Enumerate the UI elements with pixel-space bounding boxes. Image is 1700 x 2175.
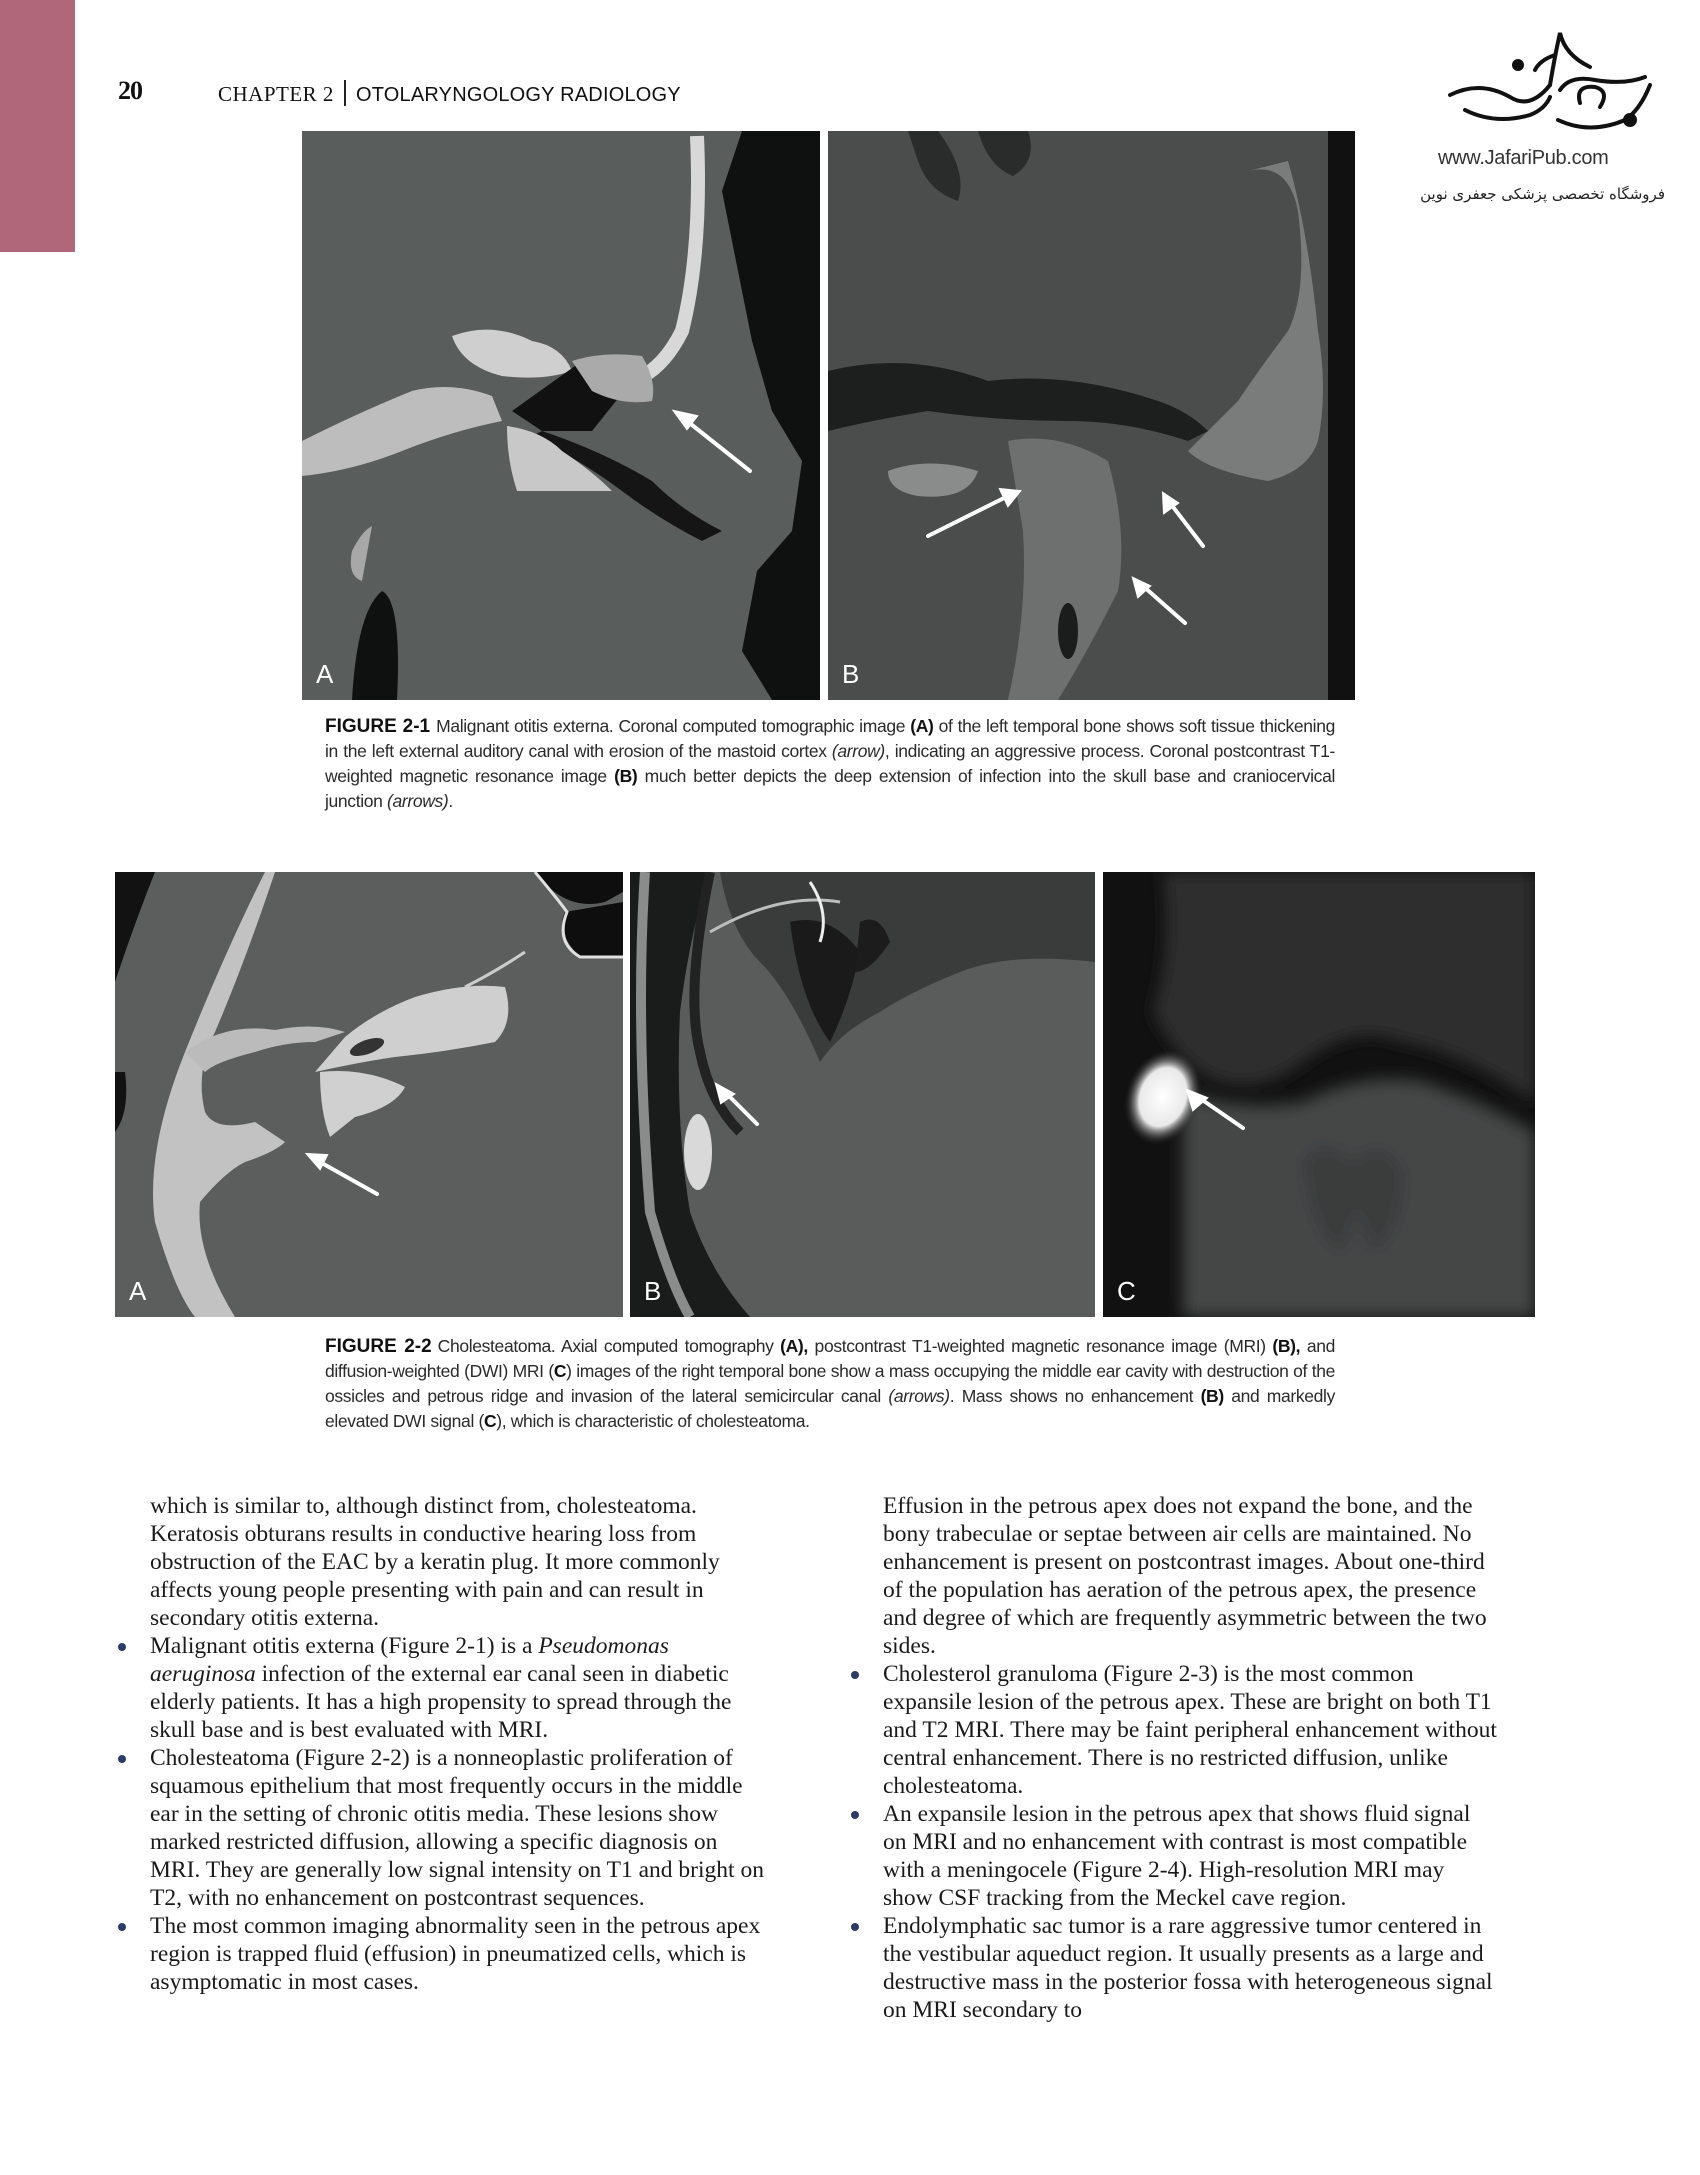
list-item — [115, 1744, 765, 1912]
bullet-icon — [118, 1923, 126, 1931]
panel-label: C — [1117, 1276, 1136, 1306]
mri-coronal-image — [828, 131, 1355, 700]
list-item — [848, 1800, 1498, 1912]
caption-text: and diffusion-weighted (DWI) MRI ( — [325, 1336, 1335, 1381]
mri-t1-postcontrast-image — [630, 872, 1095, 1317]
list-item — [115, 1632, 765, 1744]
ct-coronal-image — [302, 131, 820, 700]
chapter-label: CHAPTER 2 — [218, 82, 334, 106]
caption-text: of the left temporal bone shows soft tissue thickening in the left external auditory canal with erosion of the mastoid cortex — [325, 716, 1335, 761]
caption-panel-ref: (B) — [1200, 1386, 1224, 1406]
header-divider — [344, 80, 346, 106]
caption-panel-ref: C — [483, 1411, 497, 1431]
figure-2-2-caption — [325, 1334, 1335, 1434]
list-item-text: Cholesterol granuloma (Figure 2-3) is the most common expansile lesion of the petrous apex. These are bright on both T1 and T2 MRI. There may be faint peripheral enhancement without central enhancement. There is no restricted diffusion, unlike cholesteatoma. — [883, 1661, 1497, 1799]
bullet-icon — [118, 1755, 126, 1763]
caption-text: postcontrast T1-weighted magnetic resonance image (MRI) — [807, 1336, 1273, 1356]
caption-text: much better depicts the deep extension of infection into the skull base and craniocervical junction — [325, 766, 1335, 811]
list-item-text: Malignant otitis externa (Figure 2-1) is a — [150, 1633, 539, 1659]
chapter-title: OTOLARYNGOLOGY RADIOLOGY — [355, 84, 681, 106]
panel-label: B — [644, 1276, 662, 1306]
bullet-icon — [118, 1643, 126, 1651]
figure-2-2-panel-b — [630, 872, 1095, 1317]
page-number: 20 — [118, 76, 142, 105]
caption-panel-ref: (A), — [780, 1336, 808, 1356]
caption-panel-ref: (B), — [1272, 1336, 1301, 1356]
figure-2-1-panel-a — [302, 131, 820, 700]
caption-panel-ref: C — [553, 1361, 567, 1381]
list-item-text: infection of the external ear canal seen in diabetic elderly patients. It has a high propensity to spread through the skull base and is best evaluated with MRI. — [150, 1661, 732, 1743]
list-item-text: Cholesteatoma (Figure 2-2) is a nonneoplastic proliferation of squamous epithelium that most frequently occurs in the middle ear in the setting of chronic otitis media. These lesions show marked restricted diffusion, allowing a specific diagnosis on MRI. They are generally low signal intensity on T1 and bright on T2, with no enhancement on postcontrast sequences. — [150, 1745, 764, 1911]
caption-text: . — [448, 791, 453, 811]
bullet-icon — [851, 1671, 859, 1679]
publisher-url: www.JafariPub.com — [1438, 147, 1609, 169]
paragraph-continuation: which is similar to, although distinct from, cholesteatoma. Keratosis obturans results in conductive hearing loss from obstruction of the EAC by a keratin plug. It more commonly affects young people presenting with pain and can result in secondary otitis externa. — [150, 1493, 720, 1631]
bullet-icon — [851, 1811, 859, 1819]
caption-text: and markedly elevated DWI signal ( — [325, 1386, 1335, 1431]
ct-axial-image — [115, 872, 623, 1317]
body-column-right — [848, 1492, 1498, 2024]
figure-2-2-panel-a — [115, 872, 623, 1317]
panel-label: A — [129, 1276, 147, 1306]
list-item-text: An expansile lesion in the petrous apex that shows fluid signal on MRI and no enhancement with contrast is most compatible with a meningocele (Figure 2-4). High-resolution MRI may show CSF tracking from the Meckel cave region. — [883, 1801, 1471, 1911]
running-head — [218, 80, 681, 107]
arrow-icon — [687, 421, 750, 471]
list-item — [115, 1912, 765, 1996]
list-item-text: The most common imaging abnormality seen in the petrous apex region is trapped fluid (effusion) in pneumatized cells, which is asymptomatic in most cases. — [150, 1913, 761, 1995]
caption-text: . Mass shows no enhancement — [949, 1386, 1201, 1406]
figure-label: FIGURE 2-2 — [325, 1336, 432, 1357]
caption-arrow-ref: (arrows) — [888, 1386, 950, 1406]
caption-arrow-ref: (arrows) — [387, 791, 449, 811]
figure-2-1-caption — [325, 714, 1335, 814]
publisher-watermark — [1420, 25, 1670, 203]
list-item — [848, 1912, 1498, 2024]
panel-label: B — [842, 659, 860, 689]
figure-2-1-panel-b — [828, 131, 1355, 700]
caption-text: Malignant otitis externa. Coronal computed tomographic image — [436, 716, 911, 736]
chapter-accent-tab — [0, 0, 75, 252]
list-item — [848, 1660, 1498, 1800]
caption-text: , indicating an aggressive process. Coronal postcontrast T1-weighted magnetic resonance image — [325, 741, 1335, 786]
caption-panel-ref: (B) — [614, 766, 638, 786]
paragraph-continuation: Effusion in the petrous apex does not expand the bone, and the bony trabeculae or septae between air cells are maintained. No enhancement is present on postcontrast images. About one-third of the population has aeration of the petrous apex, the presence and degree of which are frequently asymmetric between the two sides. — [883, 1493, 1487, 1659]
panel-label: A — [316, 659, 334, 689]
calligraphy-logo-icon — [1440, 25, 1660, 140]
figure-2-2-panel-c — [1103, 872, 1535, 1317]
caption-text: ), which is characteristic of cholesteatoma. — [496, 1411, 810, 1431]
bullet-icon — [851, 1923, 859, 1931]
species-name: Pseudomonas aeruginosa — [150, 1633, 669, 1687]
list-item-text: Endolymphatic sac tumor is a rare aggressive tumor centered in the vestibular aqueduct region. It usually presents as a large and destructive mass in the posterior fossa with heterogeneous signal on MRI secondary to — [883, 1913, 1493, 2023]
body-column-left — [115, 1492, 765, 1996]
caption-text: Cholesteatoma. Axial computed tomography — [437, 1336, 781, 1356]
figure-label: FIGURE 2-1 — [325, 716, 431, 737]
caption-panel-ref: (A) — [910, 716, 934, 736]
caption-text: ) images of the right temporal bone show a mass occupying the middle ear cavity with destruction of the ossicles and petrous ridge and invasion of the lateral semicircular canal — [325, 1361, 1335, 1406]
publisher-tagline: فروشگاه تخصصی پزشکی جعفری نوین — [1420, 185, 1665, 203]
mri-dwi-image — [1103, 872, 1535, 1317]
caption-arrow-ref: (arrow) — [831, 741, 885, 761]
